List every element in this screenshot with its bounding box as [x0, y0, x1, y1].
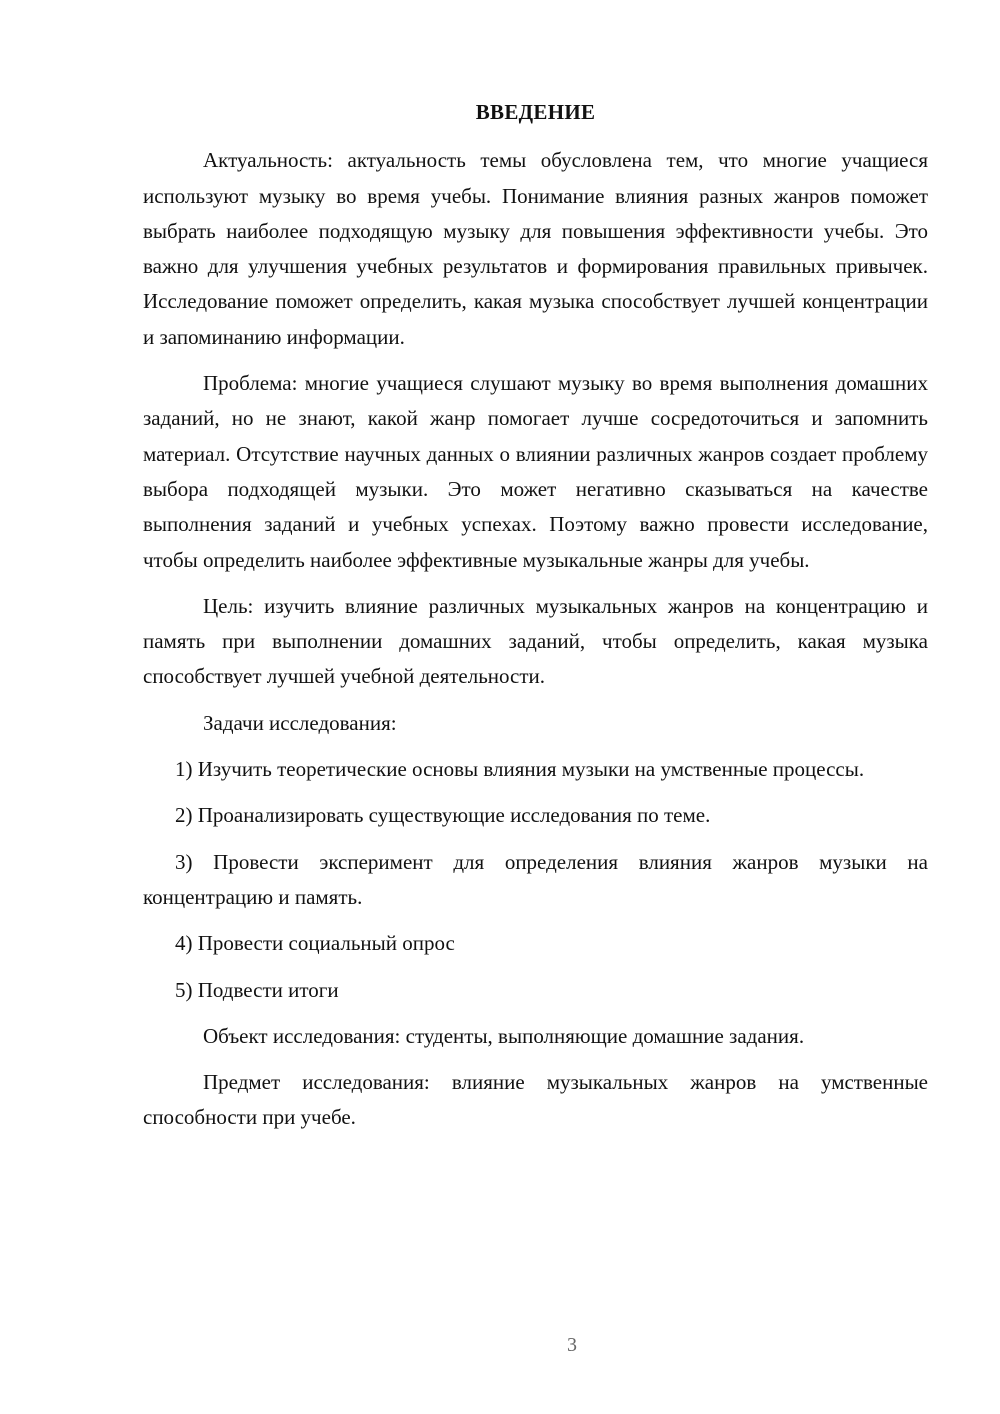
task-item: 4) Провести социальный опрос: [175, 931, 455, 956]
task-item: 3) Провести эксперимент для определения влияния жанров музыки на концентрацию и память.: [143, 849, 928, 909]
goal-paragraph: Цель: изучить влияние различных музыкальных жанров на концентрацию и память при выполнении домашних заданий, чтобы определить, какая музыка способствует лучшей учебной деятельности.: [143, 593, 928, 689]
tasks-title: Задачи исследования:: [203, 710, 397, 735]
page-number-container: [72, 1334, 1000, 1357]
problem-paragraph: Проблема: многие учащиеся слушают музыку во время выполнения домашних заданий, но не знают, какой жанр помогает лучше сосредоточиться и запомнить материал. Отсутствие научных данных о влиянии различных жанров создает проблему выбора подходящей музыки. Это может негативно сказываться на качестве выполнения заданий и учебных успехах. Поэтому важно провести исследование, чтобы определить наиболее эффективные музыкальные жанры для учебы.: [143, 371, 928, 572]
task-item: 1) Изучить теоретические основы влияния музыки на умственные процессы.: [175, 757, 865, 782]
relevance-paragraph: Актуальность: актуальность темы обусловлена тем, что многие учащиеся используют музыку во время учебы. Понимание влияния разных жанров поможет выбрать наиболее подходящую музыку для повышения эффективности учебы. Это важно для улучшения учебных результатов и формирования правильных привычек. Исследование поможет определить, какая музыка способствует лучшей концентрации и запоминанию информации.: [143, 148, 928, 349]
object-paragraph: Объект исследования: студенты, выполняющие домашние задания.: [203, 1023, 805, 1048]
task-item: 2) Проанализировать существующие исследования по теме.: [175, 803, 711, 828]
page-number: 3: [567, 1334, 577, 1356]
section-heading: ВВЕДЕНИЕ: [475, 100, 596, 124]
task-item: 5) Подвести итоги: [175, 977, 339, 1002]
document-page: [143, 95, 928, 1147]
subject-paragraph: Предмет исследования: влияние музыкальных жанров на умственные способности при учебе.: [143, 1070, 928, 1130]
